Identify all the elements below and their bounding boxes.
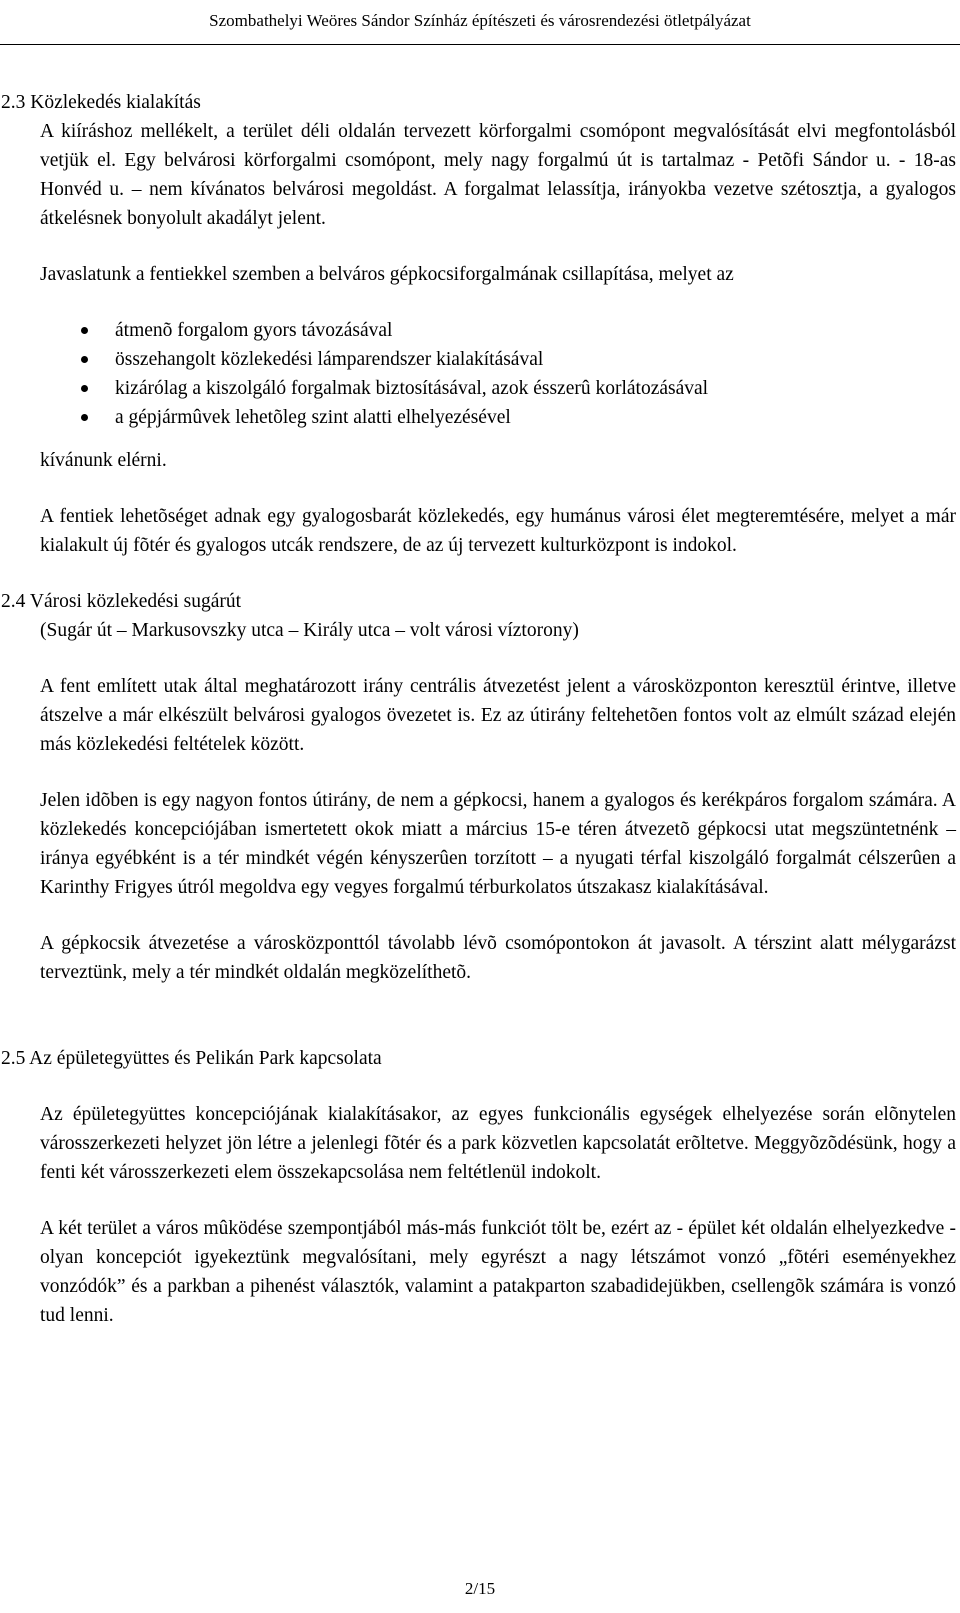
section-heading: 2.5 Az épületegyüttes és Pelikán Park kapcsolata — [1, 1048, 382, 1069]
bullet-icon — [81, 385, 88, 392]
bullet-list — [0, 316, 960, 432]
running-header: Szombathelyi Weöres Sándor Színház építészeti és városrendezési ötletpályázat — [209, 11, 751, 30]
section-2-4 — [0, 587, 960, 987]
list-item-text: a gépjármûvek lehetõleg szint alatti elhelyezésével — [115, 407, 511, 428]
section-2-5 — [0, 1044, 960, 1330]
list-item — [40, 316, 960, 345]
paragraph: Az épületegyüttes koncepciójának kialakításakor, az egyes funkcionális egységek elhelyezése során elõnytelen városszerkezeti helyzet jön létre a jelenlegi fõtér és a park közvetlen kapcsolatát erõltetve. Meggyõzõdésünk, hogy a fenti két városszerkezeti elem összekapcsolása nem feltétlenül indokolt. — [40, 1104, 956, 1183]
paragraph: Jelen idõben is egy nagyon fontos útirány, de nem a gépkocsi, hanem a gyalogos és kerékpáros forgalom számára. A közlekedés koncepciójában ismertetett okok miatt a március 15-e téren átvezetõ gépkocsi utat megszüntetnénk – iránya egyébként is a tér mindkét végén kényszerûen torzított – a nyugati térfal kiszolgáló forgalmát célszerûen a Karinthy Frigyes útról megoldva egy vegyes forgalmú térburkolatos útszakasz kialakításával. — [40, 790, 956, 898]
paragraph: Javaslatunk a fentiekkel szemben a belváros gépkocsiforgalmának csillapítása, melyet az — [40, 264, 734, 285]
header-divider — [0, 44, 960, 45]
paragraph: A fent említett utak által meghatározott irány centrális átvezetést jelent a városközponton keresztül érintve, illetve átszelve a már elkészült belvárosi gyalogos övezetet is. Ez az útirány feltehetõen fontos volt az elmúlt század elején más közlekedési feltételek között. — [40, 676, 956, 755]
section-subheading: (Sugár út – Markusovszky utca – Király utca – volt városi víztorony) — [40, 620, 579, 641]
section-heading: 2.3 Közlekedés kialakítás — [1, 92, 201, 113]
page-number: 2/15 — [464, 1579, 496, 1598]
section-heading: 2.4 Városi közlekedési sugárút — [1, 591, 242, 612]
list-item-text: kizárólag a kiszolgáló forgalmak biztosításával, azok ésszerû korlátozásával — [115, 378, 709, 399]
list-item — [40, 374, 960, 403]
paragraph: A két terület a város mûködése szempontjából más-más funkciót tölt be, ezért az - épület két oldalán elhelyezkedve - olyan koncepciót igyekeztünk megvalósítani, mely egyrészt a nagy létszámot vonzó „fõtéri eseményekhez vonzódók” és a parkban a pihenést választók, valamint a patakparton szabadidejükben, csellengõk számára is vonzó tud lenni. — [40, 1218, 956, 1326]
paragraph: A kiíráshoz mellékelt, a terület déli oldalán tervezett körforgalmi csomópont megvalósítását elvi megfontolásból vetjük el. Egy belvárosi körforgalmi csomópont, mely nagy forgalmú út is tartalmaz - Petõfi Sándor u. - 18-as Honvéd u. – nem kívánatos belvárosi megoldást. A forgalmat lelassítja, irányokba vezetve szétosztja, a gyalogos átkelésnek bonyolult akadályt jelent. — [40, 121, 956, 229]
list-item-text: összehangolt közlekedési lámparendszer kialakításával — [115, 349, 544, 370]
list-item — [40, 345, 960, 374]
list-item-text: átmenõ forgalom gyors távozásával — [115, 320, 393, 341]
page-content — [0, 88, 960, 1330]
paragraph: kívánunk elérni. — [40, 450, 167, 471]
paragraph: A gépkocsik átvezetése a városközponttól távolabb lévõ csomópontokon át javasolt. A térszint alatt mélygarázst terveztünk, mely a tér mindkét oldalán megközelíthetõ. — [40, 933, 956, 983]
paragraph: A fentiek lehetõséget adnak egy gyalogosbarát közlekedés, egy humánus városi élet megteremtésére, melyet a már kialakult új fõtér és gyalogos utcák rendszere, de az új tervezett kulturközpont is indokol. — [40, 506, 956, 556]
list-item — [40, 403, 960, 432]
bullet-icon — [81, 327, 88, 334]
section-2-3 — [0, 88, 960, 560]
bullet-icon — [81, 356, 88, 363]
bullet-icon — [81, 414, 88, 421]
